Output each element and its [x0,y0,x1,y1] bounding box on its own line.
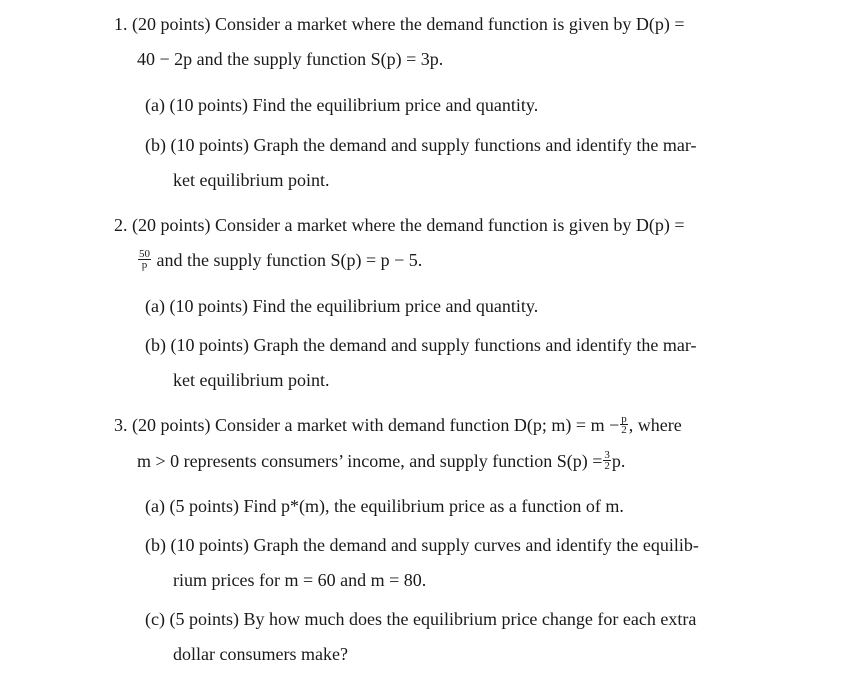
problem-points: (20 points) [132,14,211,34]
problem-points: (20 points) [132,415,211,435]
part-text: dollar consumers make? [173,644,348,664]
problem-2-part-b [145,334,697,356]
problem-text: 40 − 2p and the supply function S(p) = 3p. [137,49,444,69]
problem-3-line-1 [114,414,682,437]
fraction-numerator: 50 [139,248,150,261]
fraction-denominator: 2 [621,424,627,437]
part-text: (10 points) Graph the demand and supply functions and identify the mar- [170,335,697,355]
problem-3-part-b-cont [173,569,426,591]
problem-2-part-a [145,295,538,317]
problem-3-part-a [145,495,624,517]
problem-text: , where [628,415,682,435]
problem-text: p. [611,451,626,471]
problem-2-line-1 [114,214,685,236]
problem-text: Consider a market where the demand function is given by D(p) = [215,14,685,34]
problem-number: 2. [114,215,128,235]
part-text: ket equilibrium point. [173,370,330,390]
part-label: (c) [145,609,165,629]
problem-2-line-2 [137,249,422,272]
part-label: (b) [145,335,166,355]
problem-1-line-1 [114,13,685,35]
problem-1-part-b [145,134,697,156]
problem-1-part-b-cont [173,169,329,191]
part-text: (10 points) Graph the demand and supply curves and identify the equilib- [170,535,699,555]
problem-3-part-c-cont [173,643,348,665]
part-text: (5 points) Find p*(m), the equilibrium price as a function of m. [169,496,624,516]
problem-text: and the supply function S(p) = p − 5. [156,250,423,270]
problem-3-part-b [145,534,699,556]
fraction-denominator: 2 [604,460,610,473]
fraction [138,249,151,270]
fraction [620,414,628,435]
problem-3-part-c [145,608,696,630]
fraction-denominator: p [141,259,148,272]
problem-number: 1. [114,14,128,34]
part-label: (a) [145,95,165,115]
part-text: rium prices for m = 60 and m = 80. [173,570,427,590]
part-text: (10 points) Find the equilibrium price and quantity. [169,296,539,316]
part-label: (a) [145,496,165,516]
part-text: (10 points) Find the equilibrium price and quantity. [169,95,539,115]
problem-text: m > 0 represents consumers’ income, and supply function S(p) = [137,451,603,471]
fraction-numerator: p [621,413,627,426]
part-label: (a) [145,296,165,316]
part-text: (5 points) By how much does the equilibrium price change for each extra [169,609,697,629]
fraction-numerator: 3 [604,449,610,462]
problem-1-line-2 [137,48,443,70]
problem-text: Consider a market where the demand function is given by D(p) = [215,215,685,235]
part-text: ket equilibrium point. [173,170,330,190]
problem-1-part-a [145,94,538,116]
fraction [603,450,611,471]
problem-2-part-b-cont [173,369,329,391]
problem-number: 3. [114,415,128,435]
part-label: (b) [145,135,166,155]
problem-text: Consider a market with demand function D(p; m) = m − [215,415,620,435]
problem-points: (20 points) [132,215,211,235]
part-text: (10 points) Graph the demand and supply functions and identify the mar- [170,135,697,155]
problem-3-line-2 [137,450,625,473]
part-label: (b) [145,535,166,555]
